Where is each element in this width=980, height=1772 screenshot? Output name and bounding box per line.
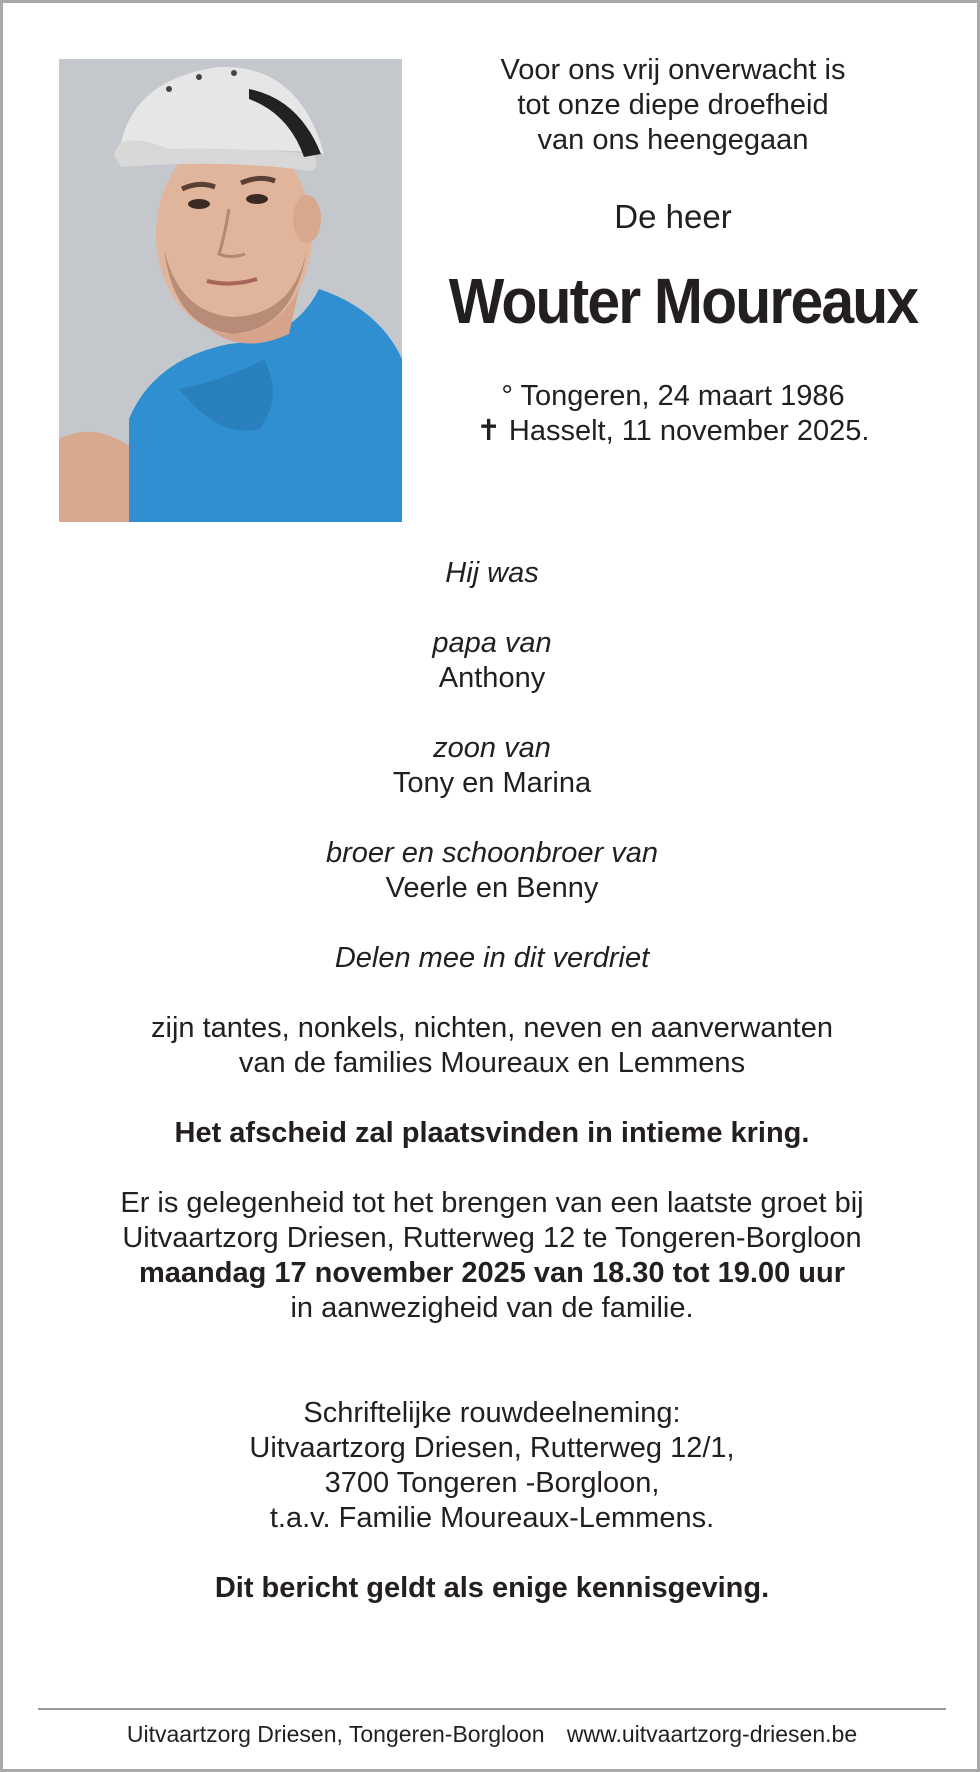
hij-was-label: Hij was [445,557,539,589]
relatives-line: van de families Moureaux en Lemmens [238,1047,746,1079]
condolences-address: 3700 Tongeren -Borgloon, [324,1467,660,1499]
delen-label: Delen mee in dit verdriet [334,942,650,974]
visitation-line: Er is gelegenheid tot het brengen van een laatste groet bij [120,1187,864,1219]
condolences-heading: Schriftelijke rouwdeelneming: [303,1397,681,1429]
zoon-names: Tony en Marina [392,767,592,799]
footer-website[interactable]: www.uitvaartzorg-driesen.be [566,1721,858,1747]
visitation-datetime: maandag 17 november 2025 van 18.30 tot 19.00 uur [139,1257,845,1289]
notice-statement: Dit bericht geldt als enige kennisgeving. [214,1572,770,1604]
condolences-address: t.a.v. Familie Moureaux-Lemmens. [269,1502,715,1534]
portrait-illustration [59,59,402,522]
intro-line: Voor ons vrij onverwacht is [500,54,846,86]
broer-label: broer en schoonbroer van [325,837,659,869]
footer [38,1719,946,1749]
life-dates [423,379,923,449]
papa-label: papa van [432,627,552,659]
footer-company: Uitvaartzorg Driesen, Tongeren-Borgloon [126,1721,545,1747]
intro-line: van ons heengegaan [537,124,809,156]
footer-divider [38,1708,946,1710]
visitation-line: Uitvaartzorg Driesen, Rutterweg 12 te Tongeren-Borgloon [122,1222,862,1254]
condolences-address: Uitvaartzorg Driesen, Rutterweg 12/1, [249,1432,735,1464]
deceased-name: Wouter Moureaux [448,265,918,337]
broer-names: Veerle en Benny [385,872,599,904]
papa-names: Anthony [438,662,546,694]
farewell-statement: Het afscheid zal plaatsvinden in intieme kring. [174,1117,810,1149]
intro-line: tot onze diepe droefheid [517,89,829,121]
obituary-body [33,556,951,1606]
visitation-line: in aanwezigheid van de familie. [290,1292,694,1324]
honorific: De heer [614,198,732,235]
zoon-label: zoon van [433,732,551,764]
death-date: ✝ Hasselt, 11 november 2025. [476,415,870,447]
intro-text [423,53,923,158]
birth-date: ° Tongeren, 24 maart 1986 [501,380,845,412]
relatives-line: zijn tantes, nonkels, nichten, neven en aanverwanten [151,1012,833,1044]
portrait-photo [59,59,402,522]
